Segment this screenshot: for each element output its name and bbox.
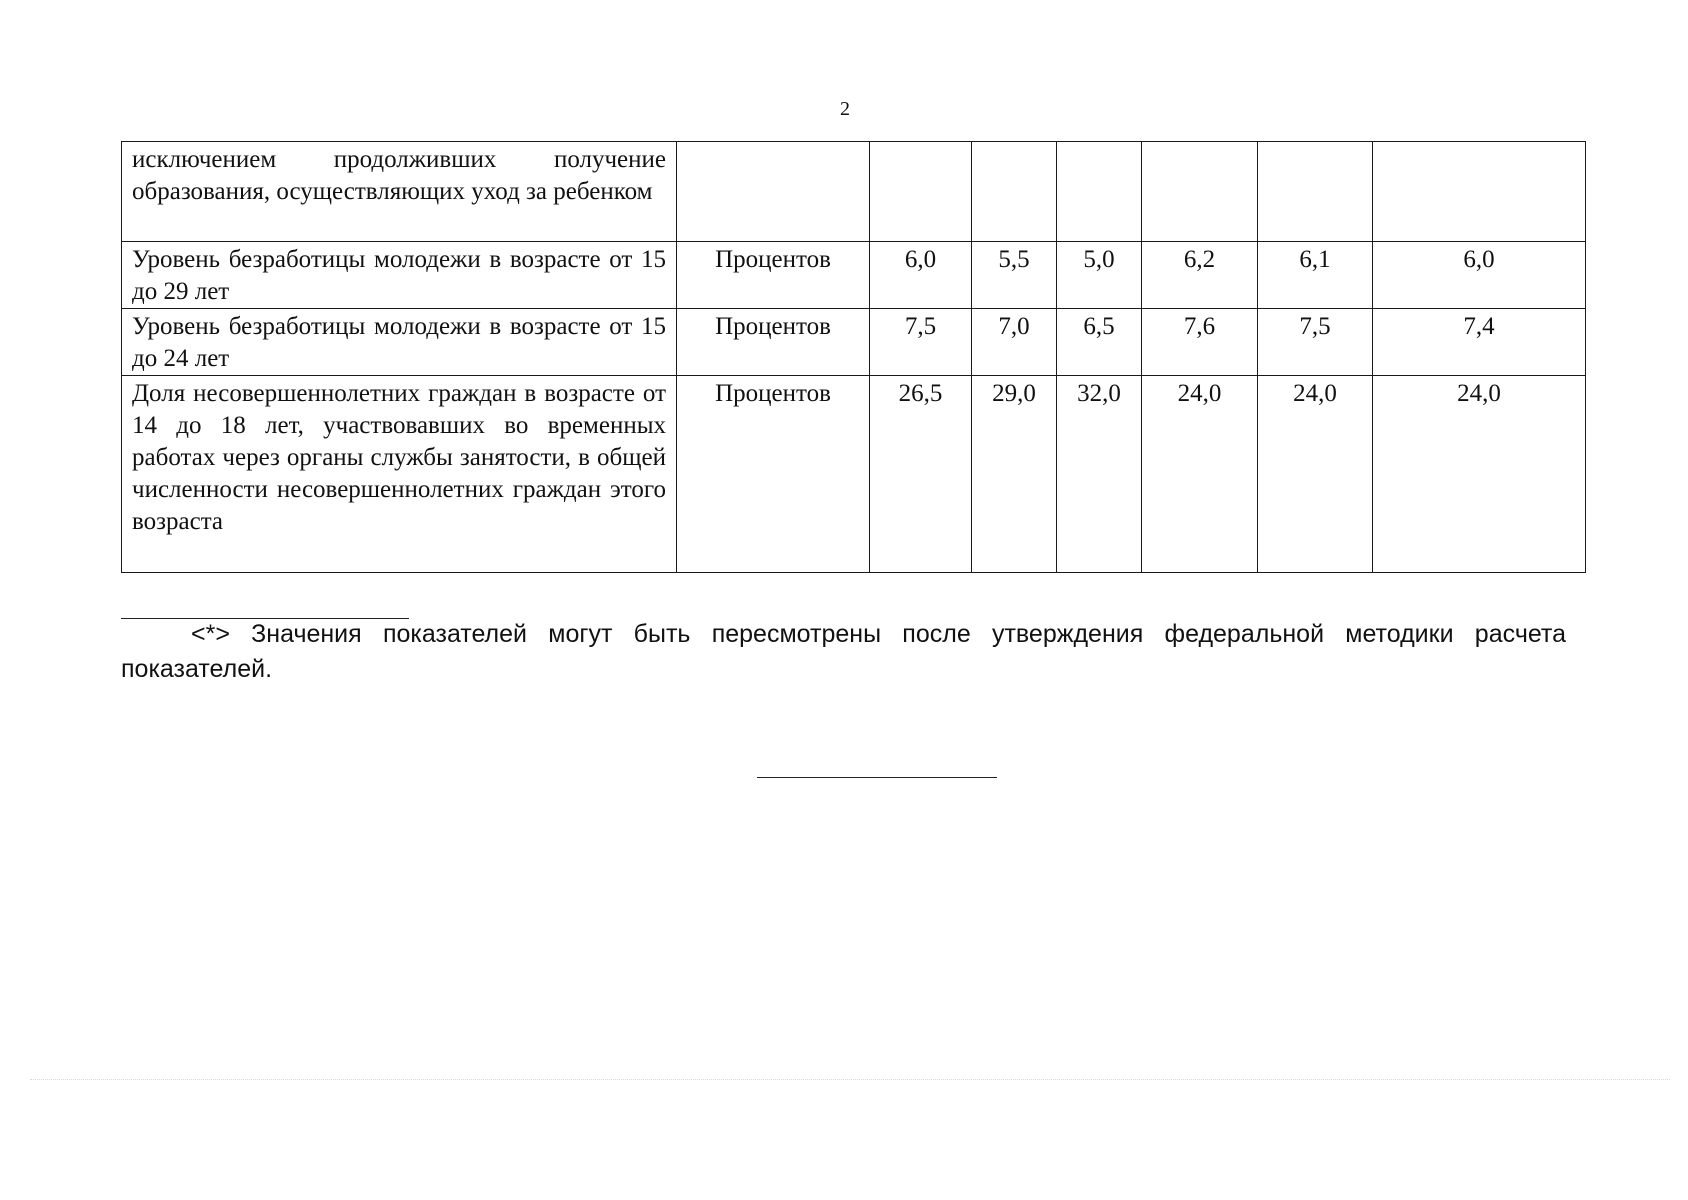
end-of-document-line: [757, 777, 997, 778]
value-cell: [1258, 142, 1373, 242]
value-cell: 6,0: [870, 242, 972, 309]
table-row: [122, 376, 1586, 573]
value-cell: [1373, 142, 1586, 242]
indicator-name-cell: Доля несовершеннолетних граждан в возрасте от 14 до 18 лет, участвовавших во временных работах через органы службы занятости, в общей численности несовершеннолетних граждан этого возраста: [122, 376, 677, 573]
footnote-text: <*> Значения показателей могут быть пересмотрены после утверждения федеральной методики расчета показателей.: [121, 620, 1566, 683]
value-cell: 7,0: [972, 309, 1057, 376]
indicator-name-cell: Уровень безработицы молодежи в возрасте от 15 до 29 лет: [122, 242, 677, 309]
indicator-name-cell: исключением продолживших получение образования, осуществляющих уход за ребенком: [122, 142, 677, 242]
indicators-table: [121, 141, 1586, 573]
value-cell: [1142, 142, 1258, 242]
unit-cell: Процентов: [677, 242, 870, 309]
value-cell: 6,2: [1142, 242, 1258, 309]
value-cell: 6,0: [1373, 242, 1586, 309]
value-cell: 6,5: [1057, 309, 1142, 376]
value-cell: 5,5: [972, 242, 1057, 309]
table-row: [122, 309, 1586, 376]
table-row: [122, 142, 1586, 242]
value-cell: 7,4: [1373, 309, 1586, 376]
value-cell: [972, 142, 1057, 242]
value-cell: 6,1: [1258, 242, 1373, 309]
unit-cell: [677, 142, 870, 242]
value-cell: 24,0: [1258, 376, 1373, 573]
value-cell: 7,6: [1142, 309, 1258, 376]
value-cell: 26,5: [870, 376, 972, 573]
unit-cell: Процентов: [677, 309, 870, 376]
value-cell: 7,5: [1258, 309, 1373, 376]
unit-cell: Процентов: [677, 376, 870, 573]
value-cell: 5,0: [1057, 242, 1142, 309]
value-cell: [870, 142, 972, 242]
value-cell: 32,0: [1057, 376, 1142, 573]
value-cell: 24,0: [1142, 376, 1258, 573]
scan-artifact-line: [30, 1079, 1670, 1080]
value-cell: [1057, 142, 1142, 242]
page-number: 2: [840, 98, 850, 120]
indicator-name-cell: Уровень безработицы молодежи в возрасте от 15 до 24 лет: [122, 309, 677, 376]
value-cell: 7,5: [870, 309, 972, 376]
table-row: [122, 242, 1586, 309]
value-cell: 29,0: [972, 376, 1057, 573]
value-cell: 24,0: [1373, 376, 1586, 573]
